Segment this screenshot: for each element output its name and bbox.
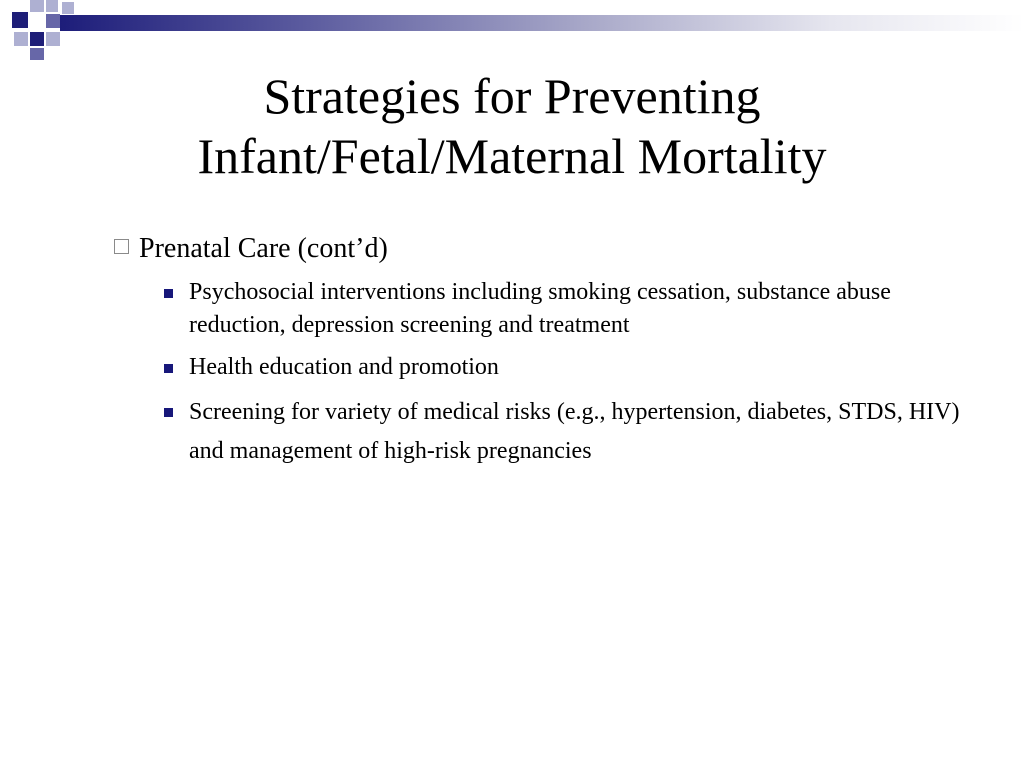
decor-square-icon	[14, 32, 28, 46]
sub-bullet-text: Health education and promotion	[189, 354, 499, 380]
slide-title-line2: Infant/Fetal/Maternal Mortality	[197, 128, 827, 184]
square-bullet-icon	[164, 289, 173, 298]
decor-square-icon	[46, 0, 58, 12]
square-bullet-icon	[164, 364, 173, 373]
sub-bullet-list	[112, 276, 972, 471]
sub-bullet-item	[164, 276, 972, 342]
header-gradient-bar	[60, 15, 1024, 31]
decor-square-icon	[46, 32, 60, 46]
slide-content	[112, 230, 972, 480]
bullet-prenatal-care	[112, 230, 972, 268]
decor-square-icon	[30, 32, 44, 46]
slide-title	[0, 66, 1024, 186]
bullet-label: Prenatal Care (cont’d)	[139, 233, 388, 264]
slide-title-line1: Strategies for Preventing	[263, 68, 761, 124]
sub-bullet-item	[164, 351, 972, 384]
square-bullet-icon	[164, 408, 173, 417]
decor-square-icon	[46, 14, 60, 28]
decor-square-icon	[30, 0, 44, 12]
sub-bullet-item	[164, 393, 972, 471]
decor-square-icon	[12, 12, 28, 28]
header-decoration	[0, 0, 1024, 62]
hollow-square-bullet-icon	[114, 239, 129, 254]
decor-square-icon	[30, 48, 44, 60]
sub-bullet-text: Psychosocial interventions including smoking cessation, substance abuse reduction, depression screening and treatment	[189, 279, 891, 338]
decor-square-icon	[62, 2, 74, 14]
sub-bullet-text: Screening for variety of medical risks (e.g., hypertension, diabetes, STDS, HIV) and management of high-risk pregnancies	[189, 399, 960, 464]
